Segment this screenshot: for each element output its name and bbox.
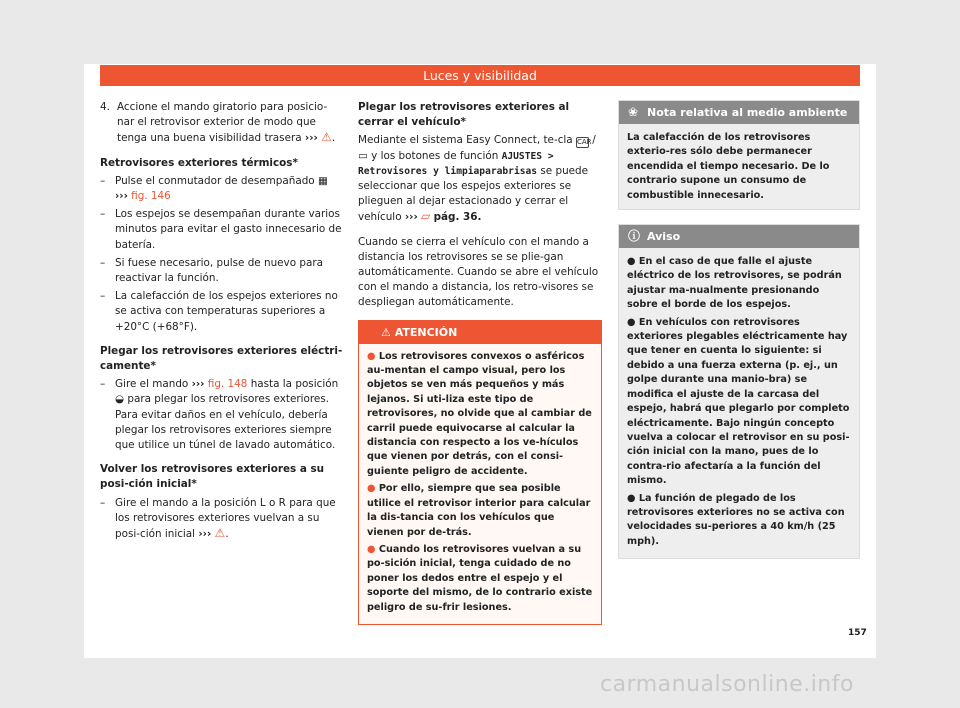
heading-return-mirrors: Volver los retrovisores exteriores a su posi-ción inicial* bbox=[100, 463, 325, 491]
section-title: Luces y visibilidad bbox=[423, 68, 537, 83]
notice-box bbox=[618, 224, 860, 559]
environment-note bbox=[618, 100, 860, 210]
environment-note-body: La calefacción de los retrovisores exterio-res sólo debe permanecer encendida el tiempo necesario. De lo contrario supone un consumo de combustible innecesario. bbox=[627, 132, 830, 201]
warning-header: ⚠ ATENCIÓN bbox=[359, 321, 601, 344]
warning-box bbox=[358, 320, 602, 625]
list-item: – La calefacción de los espejos exteriores no se activa con temperaturas superiores a +20°C (+68°F). bbox=[100, 290, 338, 333]
paragraph-easy-connect: Mediante el sistema Easy Connect, te-cla CAR / ▭ y los botones de función AJUSTES > Retrovisores y limpiaparabrisas se puede seleccionar que los espejos exteriores se plieguen al dejar estacionado y cerrar el vehículo ››› ▱ pág. 36. bbox=[358, 134, 596, 224]
notice-item: ● En vehículos con retrovisores exteriores plegables eléctricamente hay que tener en cuenta lo siguiente: si debido a una fuerza externa (p. ej., un golpe durante una manio-bra) se modifica el ajuste de la carcasa del espejo, habrá que plegarlo por completo eléctricamente. Bajo ningún concepto vuelva a colocar el retrovisor en su posi-ción inicial con la mano, pues de lo contra-rio afectaría a la función del mismo. bbox=[627, 316, 850, 487]
warning-item: ● Cuando los retrovisores vuelvan a su po-sición inicial, tenga cuidado de no poner los dedos entre el espejo y el soporte del mismo, de lo contrario existe peligro de su-frir lesiones. bbox=[367, 543, 593, 613]
book-icon: ▱ bbox=[421, 209, 431, 224]
list-item: – Los espejos se desempañan durante varios minutos para evitar el gasto innecesario de batería. bbox=[100, 208, 342, 251]
warning-triangle-icon[interactable]: ⚠ bbox=[321, 130, 332, 145]
car-icon: ▭ bbox=[358, 149, 368, 162]
notice-item: ● En el caso de que falle el ajuste eléctrico de los retrovisores, se podrán ajustar ma-nualmente presionando sobre el borde de los espejos. bbox=[627, 256, 842, 311]
car-key-icon: CAR bbox=[576, 138, 592, 147]
section-header bbox=[100, 65, 860, 86]
page-number: 157 bbox=[848, 628, 867, 638]
column-right bbox=[618, 100, 860, 573]
heading-fold-on-lock: Plegar los retrovisores exteriores al cerrar el vehículo* bbox=[358, 101, 570, 129]
list-item: – Gire el mando ››› fig. 148 hasta la posición ◒ para plegar los retrovisores exteriores. Para evitar daños en el vehículo, debería plegar los retrovisores exteriores siempre que utilice un túnel de lavado automático. bbox=[100, 378, 339, 452]
menu-path: AJUSTES > Retrovisores y limpiaparabrisas bbox=[358, 150, 554, 177]
notice-item: ● La función de plegado de los retrovisores exteriores no se activa con velocidades su-periores a 40 km/h (25 mph). bbox=[627, 492, 845, 547]
warning-body bbox=[359, 344, 601, 624]
watermark: carmanualsonline.info bbox=[600, 672, 854, 697]
list-item: – Pulse el conmutador de desempañado ▦ ››› fig. 146 bbox=[100, 174, 328, 203]
notice-body bbox=[619, 248, 859, 558]
page-ref[interactable]: pág. 36. bbox=[433, 211, 482, 224]
step-4: 4. Accione el mando giratorio para posicio-nar el retrovisor exterior de modo que tenga una buena visibilidad trasera ››› ⚠. bbox=[100, 100, 344, 147]
environment-note-header: ❀ Nota relativa al medio ambiente bbox=[619, 101, 859, 124]
list-item: – Gire el mando a la posición L o R para que los retrovisores exteriores vuelvan a su posi-ción inicial ››› ⚠. bbox=[100, 496, 336, 541]
step-text: Accione el mando giratorio para posicio-nar el retrovisor exterior de modo que tenga una buena visibilidad trasera bbox=[117, 101, 328, 145]
defrost-icon: ▦ bbox=[317, 174, 328, 187]
fig-148-link[interactable]: fig. 148 bbox=[207, 378, 248, 391]
heading-fold-mirrors: Plegar los retrovisores exteriores eléctri-camente* bbox=[100, 344, 343, 373]
warning-triangle-icon: ⚠ bbox=[381, 325, 391, 339]
cross-ref-arrow: ››› bbox=[304, 132, 318, 145]
leaf-icon: ❀ bbox=[628, 105, 639, 119]
column-middle bbox=[358, 100, 602, 625]
mirror-fold-icon: ◒ bbox=[115, 393, 125, 406]
paragraph-remote-lock: Cuando se cierra el vehículo con el mando a distancia los retrovisores se se plie-gan automáticamente. Cuando se abre el vehículo con el mando a distancia, los retro-visores se despliegan automáticamente. bbox=[358, 235, 599, 309]
info-icon: ⓘ bbox=[628, 229, 641, 244]
warning-triangle-icon[interactable]: ⚠ bbox=[214, 526, 226, 541]
notice-header: ⓘ Aviso bbox=[619, 225, 859, 248]
list-item: – Si fuese necesario, pulse de nuevo para reactivar la función. bbox=[100, 256, 323, 285]
step-number: 4. bbox=[100, 101, 110, 113]
heading-heated-mirrors: Retrovisores exteriores térmicos* bbox=[100, 156, 298, 169]
column-left bbox=[100, 100, 344, 545]
warning-item: ● Los retrovisores convexos o asféricos au-mentan el campo visual, pero los objetos se ven más pequeños y más lejanos. Si uti-liza este tipo de retrovisores, no olvide que al cambiar de carril puede equivocarse al calcular la distancia con respecto a los ve-hículos que vienen por detrás, con el consi-guiente peligro de accidente. bbox=[367, 350, 592, 477]
warning-item: ● Por ello, siempre que sea posible utilice el retrovisor interior para calcular la dis-tancia con los vehículos que vienen por de-trás. bbox=[367, 483, 591, 538]
fig-146-link[interactable]: fig. 146 bbox=[131, 190, 171, 203]
